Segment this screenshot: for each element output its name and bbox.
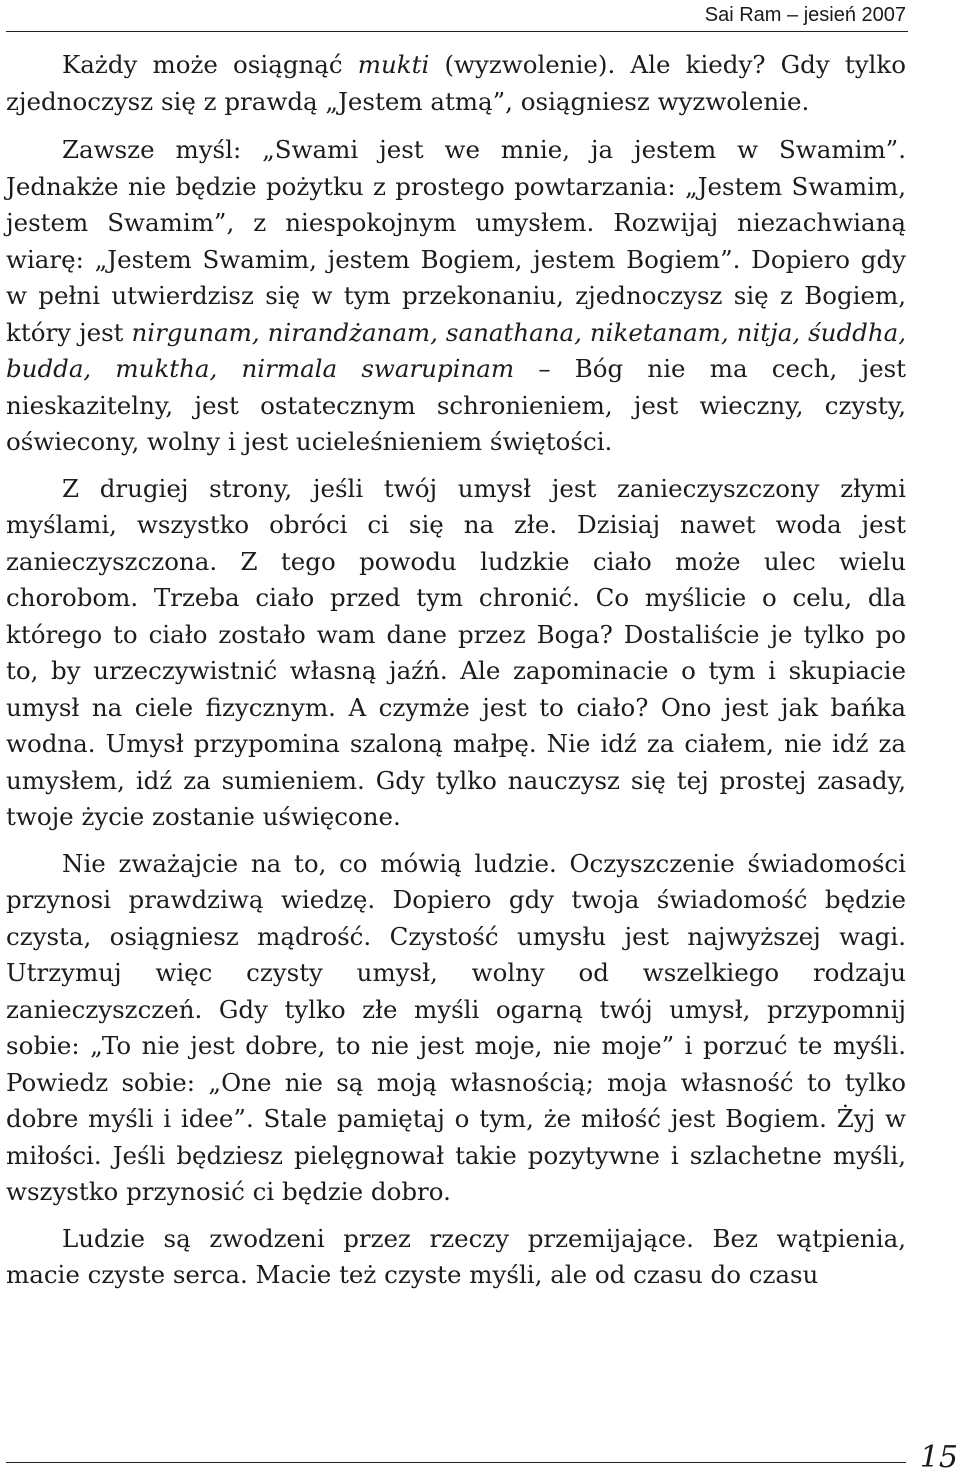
text-run: Każdy może osiągnąć: [62, 50, 358, 79]
page-number: 15: [919, 1440, 958, 1475]
running-header: Sai Ram – jesień 2007: [704, 4, 906, 26]
text-run-italic: mukti: [357, 50, 430, 79]
footer-divider: [6, 1462, 906, 1463]
text-run: Z drugiej strony, jeśli twój umysł jest zanieczyszczony złymi myślami, wszystko obróci ci się na złe. Dzisiaj nawet woda jest zanieczyszczona. Z tego powodu ludzkie ciało może ulec wielu chorobom. Trzeba ciało przed tym chronić. Co myślicie o celu, dla którego to ciało zostało wam dane przez Boga? Dostaliście je tylko po to, by urzeczywistnić własną jaźń. Ale zapominacie o tym i skupiacie umysł na ciele fizycznym. A czymże jest to ciało? Ono jest jak bańka wodna. Umysł przypomina szaloną małpę. Nie idź za ciałem, nie idź za umysłem, idź za sumieniem. Gdy tylko nauczysz się tej prostej zasady, twoje życie zostanie uświęcone.: [6, 473, 906, 831]
header-divider: [6, 31, 908, 32]
paragraph: [6, 846, 906, 1211]
article-body: [6, 47, 906, 1304]
text-run: Zawsze myśl: „Swami jest we mnie, ja jestem w Swamim”. Jednakże nie będzie pożytku z prostego powtarzania: „Jestem Swamim, jestem Swamim”, z niespokojnym umysłem. Rozwijaj niezachwianą wiarę: „Jestem Swamim, jestem Bogiem, jestem Bogiem”. Dopiero gdy w pełni utwierdzisz się w tym przekonaniu, zjednoczysz się z Bogiem, który jest: [6, 135, 906, 347]
text-run: (wyzwolenie). Ale kiedy? Gdy tylko zjednoczysz się z prawdą „Jestem atmą”, osiągniesz wyzwolenie.: [6, 50, 906, 116]
paragraph: [6, 1221, 906, 1294]
paragraph: [6, 132, 906, 461]
paragraph: [6, 471, 906, 836]
text-run: – Bóg nie ma cech, jest nieskazitelny, jest ostatecznym schronieniem, jest wieczny, czysty, oświecony, wolny i jest ucieleśnieniem świętości.: [6, 354, 906, 456]
text-run-italic: nirgunam, nirandżanam, sanathana, niketanam, nitja, śuddha, budda, muktha, nirmala swarupinam: [6, 317, 906, 383]
text-run: Nie zważajcie na to, co mówią ludzie. Oczyszczenie świadomości przynosi prawdziwą wiedzę. Dopiero gdy twoja świadomość będzie czysta, osiągniesz mądrość. Czystość umysłu jest najwyższej wagi. Utrzymuj więc czysty umysł, wolny od wszelkiego rodzaju zanieczyszczeń. Gdy tylko złe myśli ogarną twój umysł, przypomnij sobie: „To nie jest dobre, to nie jest moje, nie moje” i porzuć te myśli. Powiedz sobie: „One nie są moją własnością; moja własność to tylko dobre myśli i idee”. Stale pamiętaj o tym, że miłość jest Bogiem. Żyj w miłości. Jeśli będziesz pielęgnował takie pozytywne i szlachetne myśli, wszystko przynosić ci będzie dobro.: [6, 848, 906, 1206]
text-run: Ludzie są zwodzeni przez rzeczy przemijające. Bez wątpienia, macie czyste serca. Macie też czyste myśli, ale od czasu do czasu: [6, 1223, 906, 1289]
paragraph: [6, 47, 906, 120]
